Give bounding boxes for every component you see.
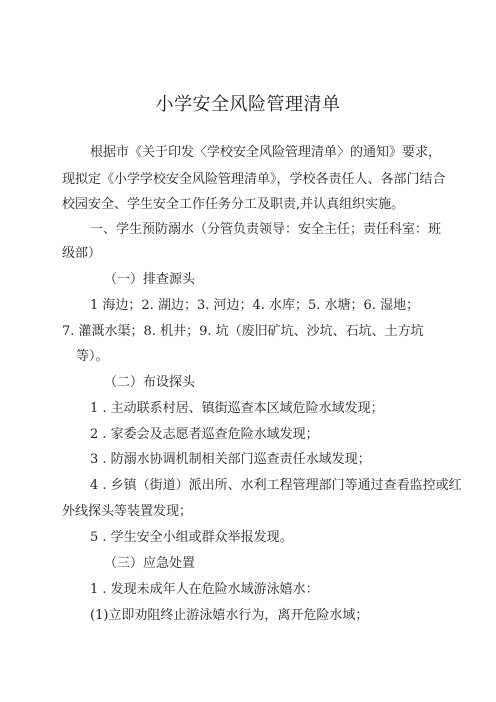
list-item-continued: 外线探头等装置发现； xyxy=(62,504,193,519)
document-title: 小学安全风险管理清单 xyxy=(155,94,341,115)
list-item: 4 . 乡镇（街道）派出所、水利工程管理部门等通过查看监控或红 xyxy=(90,478,462,493)
list-item: 1 海边；2. 湖边；3. 河边；4. 水库；5. 水塘；6. 湿地； xyxy=(90,298,420,313)
list-item: 5 . 学生安全小组或群众举报发现。 xyxy=(90,530,293,545)
list-item: 2 . 家委会及志愿者巡查危险水域发现； xyxy=(90,427,319,442)
paragraph-line: 根据市《关于印发〈学校安全风险管理清单〉的通知》要求， xyxy=(90,145,442,160)
subsection-heading: （三）应急处置 xyxy=(104,556,196,571)
list-item: 7. 灌溉水渠；8. 机井；9. 坑（废旧矿坑、沙坑、石坑、土方坑 xyxy=(62,324,424,339)
subsection-heading: （二）布设探头 xyxy=(104,375,196,390)
section-heading: 一、学生预防溺水（分管负责领导：安全主任；责任科室：班 xyxy=(90,222,442,237)
subsection-heading: （一）排查源头 xyxy=(104,272,196,287)
list-item: 1 . 主动联系村居、镇街巡查本区域危险水域发现； xyxy=(90,401,384,416)
list-item: 1 . 发现未成年人在危险水域游泳嬉水： xyxy=(90,582,319,597)
section-heading-continued: 级部） xyxy=(62,246,102,261)
paragraph-line: 校园安全、学生安全工作任务分工及职责,并认真组织实施。 xyxy=(62,197,405,212)
list-item-continued: 等）。 xyxy=(76,349,109,364)
list-item: 3 . 防溺水协调机制相关部门巡查责任水域发现； xyxy=(90,452,371,467)
list-item: (1)立即劝阻终止游泳嬉水行为，离开危险水域； xyxy=(90,608,369,623)
paragraph-line: 现拟定《小学学校安全风险管理清单》，学校各责任人、各部门结合 xyxy=(62,172,446,187)
